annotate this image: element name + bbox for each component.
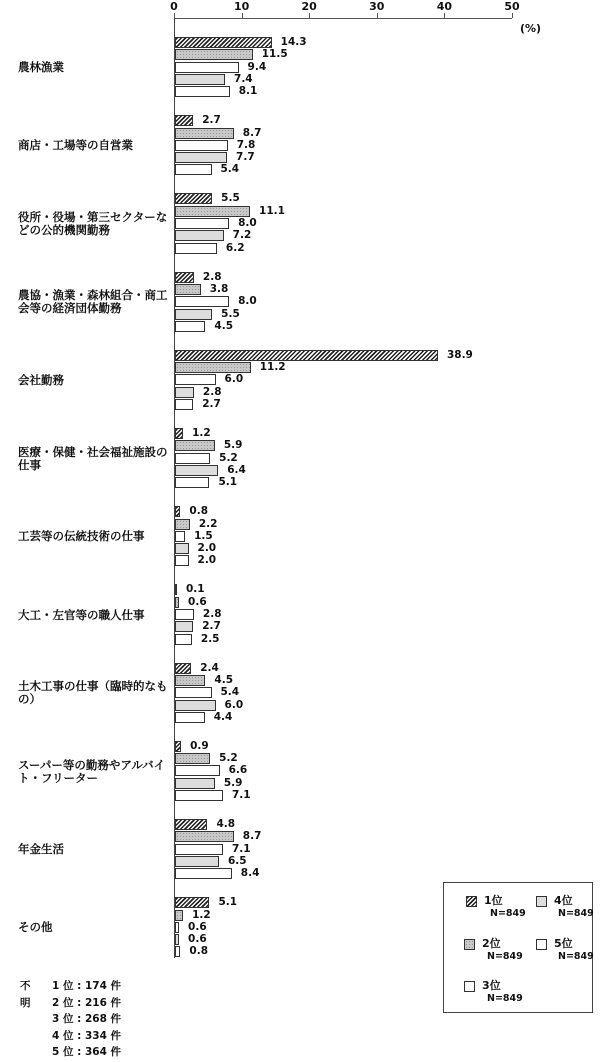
bar-rank-1 xyxy=(175,584,177,595)
x-tick xyxy=(444,13,445,18)
bar-rank-3 xyxy=(175,844,223,855)
bar-value-label: 8.0 xyxy=(238,295,257,308)
legend-label-4: 4位 xyxy=(554,894,573,907)
bar-rank-1 xyxy=(175,428,183,439)
bar-rank-5 xyxy=(175,555,189,566)
bar-value-label: 7.8 xyxy=(236,138,256,151)
legend-swatch-1 xyxy=(466,896,477,907)
legend xyxy=(443,882,593,1013)
legend-n-2: N=849 xyxy=(487,951,523,962)
legend-swatch-2 xyxy=(464,939,475,950)
bar-value-label: 7.4 xyxy=(234,72,253,85)
bar-value-label: 11.2 xyxy=(259,361,286,374)
bar-rank-2 xyxy=(175,206,250,217)
bar-value-label: 9.4 xyxy=(247,60,267,73)
category-label-line: 工芸等の伝統技術の仕事 xyxy=(18,529,145,544)
bar-value-label: 11.1 xyxy=(259,204,285,217)
bar-value-label: 7.2 xyxy=(232,229,252,242)
category-label-line: 年金生活 xyxy=(18,842,64,857)
bar-value-label: 4.4 xyxy=(213,710,233,723)
unknown-row-2: 2 位 : 216 件 xyxy=(52,996,122,1009)
unknown-row-3: 3 位 : 268 件 xyxy=(52,1013,122,1025)
bar-value-label: 0.6 xyxy=(188,595,207,608)
category-label-line: 商店・工場等の自営業 xyxy=(18,138,133,153)
bar-value-label: 0.6 xyxy=(188,920,207,933)
bar-value-label: 2.8 xyxy=(202,608,222,620)
bar-value-label: 5.9 xyxy=(223,439,243,452)
bar-rank-5 xyxy=(175,86,230,97)
bar-value-label: 7.1 xyxy=(231,789,251,801)
category-label xyxy=(18,609,168,622)
legend-label-1: 1位 xyxy=(484,894,503,907)
legend-swatch-5 xyxy=(536,939,547,950)
bar-rank-2 xyxy=(175,362,251,373)
unknown-row-1: 1 位 : 174 件 xyxy=(52,980,122,992)
category-label-line: 会等の経済団体勤務 xyxy=(18,301,122,316)
bar-rank-5 xyxy=(175,634,192,645)
bar-rank-5 xyxy=(175,399,193,410)
bar-value-label: 0.6 xyxy=(188,933,207,946)
bar-rank-4 xyxy=(175,700,216,711)
x-tick-label: 10 xyxy=(233,0,250,13)
category-label xyxy=(18,289,168,315)
bar-value-label: 1.2 xyxy=(192,908,211,921)
bar-value-label: 0.8 xyxy=(189,945,209,958)
bar-value-label: 2.2 xyxy=(198,517,218,530)
bar-rank-2 xyxy=(175,910,183,921)
bar-rank-3 xyxy=(175,765,220,776)
category-label xyxy=(18,211,168,237)
bar-rank-4 xyxy=(175,152,227,163)
x-tick xyxy=(512,13,513,18)
bar-rank-2 xyxy=(175,675,205,686)
bar-rank-5 xyxy=(175,164,212,175)
bar-rank-4 xyxy=(175,387,194,398)
bar-rank-4 xyxy=(175,230,224,241)
bar-value-label: 5.2 xyxy=(219,451,238,464)
bar-value-label: 8.4 xyxy=(240,867,260,880)
category-label-line: 仕事 xyxy=(18,457,41,472)
bar-rank-4 xyxy=(175,778,215,789)
bar-rank-5 xyxy=(175,477,209,488)
bar-value-label: 3.8 xyxy=(209,282,229,295)
bar-rank-4 xyxy=(175,856,219,867)
bar-rank-5 xyxy=(175,321,205,332)
bar-value-label: 8.0 xyxy=(238,217,257,229)
category-label-line: その他 xyxy=(18,920,53,935)
bar-value-label: 6.4 xyxy=(227,463,246,476)
bar-value-label: 38.9 xyxy=(446,348,473,361)
bar-rank-3 xyxy=(175,453,210,464)
legend-label-2: 2位 xyxy=(482,937,501,950)
bar-value-label: 6.2 xyxy=(225,241,245,254)
category-label xyxy=(18,530,168,543)
legend-n-1: N=849 xyxy=(490,908,526,919)
bar-rank-1 xyxy=(175,506,180,517)
bar-rank-4 xyxy=(175,465,218,476)
legend-swatch-4 xyxy=(536,896,547,907)
category-label xyxy=(18,61,168,74)
bar-rank-5 xyxy=(175,868,232,879)
bar-value-label: 5.9 xyxy=(223,776,243,789)
bar-rank-3 xyxy=(175,62,239,73)
bar-value-label: 4.8 xyxy=(216,818,236,830)
bar-value-label: 2.8 xyxy=(202,270,222,283)
bar-value-label: 4.5 xyxy=(214,673,234,686)
bar-rank-5 xyxy=(175,790,223,801)
bar-value-label: 2.7 xyxy=(202,398,221,410)
bar-value-label: 2.0 xyxy=(197,542,217,555)
category-label xyxy=(18,680,168,706)
bar-value-label: 5.4 xyxy=(220,686,240,699)
bar-rank-5 xyxy=(175,243,217,254)
x-tick-label: 0 xyxy=(170,0,178,13)
bar-rank-2 xyxy=(175,440,215,451)
bar-value-label: 6.0 xyxy=(224,373,244,386)
bar-rank-1 xyxy=(175,663,191,674)
bar-value-label: 2.7 xyxy=(202,114,221,127)
bar-rank-4 xyxy=(175,309,212,320)
bar-value-label: 6.6 xyxy=(228,764,248,777)
legend-n-3: N=849 xyxy=(487,993,523,1004)
category-label xyxy=(18,446,168,472)
bar-rank-2 xyxy=(175,831,234,842)
bar-rank-4 xyxy=(175,934,179,945)
bar-value-label: 5.1 xyxy=(218,896,238,909)
legend-swatch-3 xyxy=(464,981,475,992)
bar-value-label: 2.8 xyxy=(202,385,222,398)
bar-rank-1 xyxy=(175,115,193,126)
bar-value-label: 5.5 xyxy=(221,307,240,320)
x-tick-label: 40 xyxy=(436,0,453,13)
x-tick-label: 20 xyxy=(301,0,317,13)
x-tick xyxy=(174,13,175,18)
x-axis-unit: (%) xyxy=(520,22,542,35)
bar-value-label: 2.4 xyxy=(200,661,219,674)
bar-rank-1 xyxy=(175,193,212,204)
bar-rank-3 xyxy=(175,687,212,698)
bar-value-label: 0.1 xyxy=(186,583,205,596)
bar-rank-1 xyxy=(175,897,209,908)
category-label-line: ト・フリーター xyxy=(18,770,99,785)
category-label xyxy=(18,759,168,785)
bar-value-label: 6.5 xyxy=(227,854,247,867)
category-label xyxy=(18,843,168,856)
category-label-line: 会社勤務 xyxy=(18,373,64,388)
bar-rank-1 xyxy=(175,819,207,830)
bar-value-label: 2.0 xyxy=(197,554,217,567)
bar-rank-3 xyxy=(175,218,229,229)
bar-value-label: 8.7 xyxy=(242,830,262,843)
category-label xyxy=(18,139,168,152)
category-label-line: 大工・左官等の職人仕事 xyxy=(18,607,145,622)
bar-value-label: 5.4 xyxy=(220,163,240,176)
unknown-title: 不明 xyxy=(20,980,31,1009)
legend-n-4: N=849 xyxy=(558,908,594,919)
legend-label-3: 3位 xyxy=(482,979,501,992)
bar-value-label: 1.5 xyxy=(194,529,213,542)
bar-rank-2 xyxy=(175,128,234,139)
bar-rank-3 xyxy=(175,609,194,620)
category-label-line: スーパー等の勤務やアルバイ xyxy=(18,757,166,772)
bar-value-label: 5.2 xyxy=(219,752,238,765)
category-label-line: 農協・漁業・森林組合・商工 xyxy=(18,288,168,303)
bar-rank-2 xyxy=(175,519,190,530)
bar-rank-4 xyxy=(175,74,225,85)
bar-value-label: 8.7 xyxy=(242,126,262,139)
bar-rank-2 xyxy=(175,49,253,60)
bar-rank-2 xyxy=(175,753,210,764)
bar-rank-5 xyxy=(175,712,205,723)
bar-value-label: 5.5 xyxy=(221,192,240,205)
category-label-line: の） xyxy=(18,692,41,707)
bar-value-label: 7.7 xyxy=(236,151,255,164)
bar-rank-3 xyxy=(175,296,229,307)
x-tick xyxy=(377,13,378,18)
bar-value-label: 4.5 xyxy=(214,319,234,332)
unknown-row-4: 4 位 : 334 件 xyxy=(52,1029,122,1042)
x-axis xyxy=(174,18,512,19)
bar-rank-1 xyxy=(175,350,438,361)
bar-rank-1 xyxy=(175,37,272,48)
bar-rank-2 xyxy=(175,597,179,608)
bar-value-label: 8.1 xyxy=(238,85,258,98)
bar-rank-1 xyxy=(175,272,194,283)
x-tick-label: 50 xyxy=(504,0,520,13)
legend-n-5: N=849 xyxy=(558,951,594,962)
category-label xyxy=(18,374,168,387)
x-tick-label: 30 xyxy=(369,0,385,13)
category-label-line: 役所・役場・第三セクターな xyxy=(18,210,168,225)
category-label-line: 農林漁業 xyxy=(18,60,64,75)
bar-value-label: 2.7 xyxy=(202,620,221,633)
legend-label-5: 5位 xyxy=(554,937,573,950)
bar-rank-3 xyxy=(175,140,228,151)
category-label xyxy=(18,921,168,934)
unknown-row-5: 5 位 : 364 件 xyxy=(52,1046,122,1058)
bar-value-label: 1.2 xyxy=(192,427,211,439)
bar-value-label: 7.1 xyxy=(231,842,251,855)
bar-value-label: 11.5 xyxy=(261,48,288,61)
bar-rank-1 xyxy=(175,741,181,752)
bar-rank-5 xyxy=(175,946,180,957)
bar-value-label: 2.5 xyxy=(200,632,220,645)
bar-rank-3 xyxy=(175,374,216,385)
category-label-line: 医療・保健・社会福祉施設の xyxy=(18,444,168,459)
bar-rank-4 xyxy=(175,543,189,554)
bar-rank-3 xyxy=(175,922,179,933)
bar-value-label: 0.8 xyxy=(189,505,209,518)
bar-value-label: 6.0 xyxy=(224,698,244,711)
category-label-line: 土木工事の仕事（臨時的なも xyxy=(18,679,168,694)
bar-rank-2 xyxy=(175,284,201,295)
category-label-line: どの公的機関勤務 xyxy=(18,223,110,238)
bar-value-label: 5.1 xyxy=(218,476,238,489)
bar-rank-4 xyxy=(175,621,193,632)
x-tick xyxy=(242,13,243,18)
x-tick xyxy=(309,13,310,18)
bar-value-label: 14.3 xyxy=(280,36,307,48)
bar-value-label: 0.9 xyxy=(190,739,209,752)
bar-rank-3 xyxy=(175,531,185,542)
